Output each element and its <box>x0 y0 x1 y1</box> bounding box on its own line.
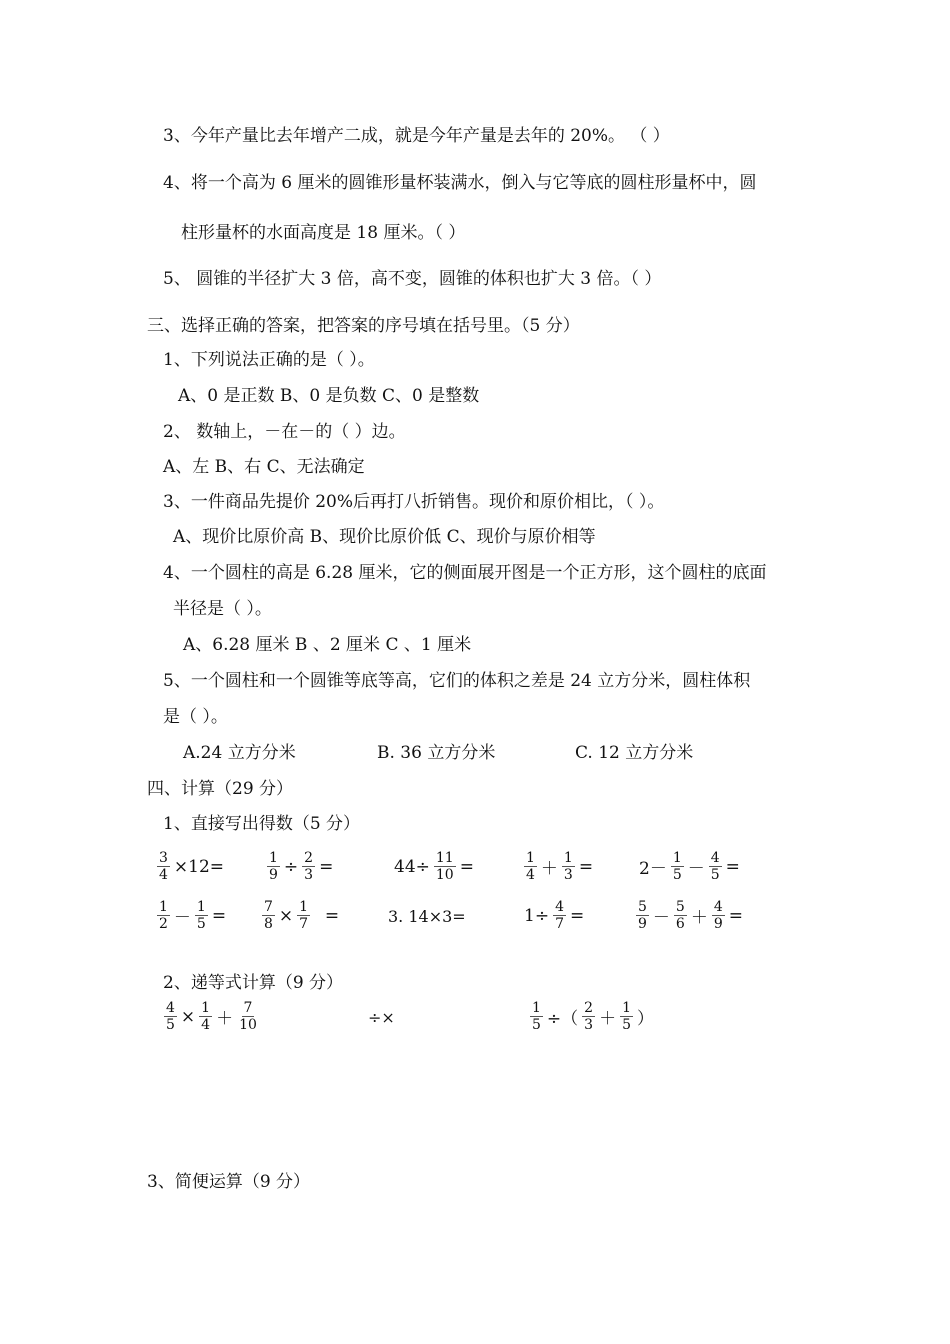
fraction: $\frac{1}{5}$ <box>622 1000 632 1033</box>
calc-item-r1b: $\frac{1}{9}$ ÷ $\frac{2}{3}$ = <box>269 850 334 883</box>
choice-question-4-line2: 半径是（ ）。 <box>173 599 272 619</box>
fraction: $\frac{1}{4}$ <box>201 1000 211 1033</box>
choice-question-3-options: A、现价比原价高 B、现价比原价低 C、现价与原价相等 <box>173 527 596 547</box>
calc-item-r1d: $\frac{1}{4}$ ＋ $\frac{1}{3}$ = <box>526 850 594 883</box>
choice-question-1-options: A、0 是正数 B、0 是负数 C、0 是整数 <box>178 386 480 406</box>
fraction: $\frac{7}{8}$ <box>264 899 273 932</box>
choice-question-5-line1: 5、一个圆柱和一个圆锥等底等高，它们的体积之差是 24 立方分米，圆柱体积 <box>163 671 751 691</box>
choice-question-5-option-c: C. 12 立方分米 <box>575 743 694 763</box>
fraction: $\frac{1}{5}$ <box>672 850 682 883</box>
fraction: $\frac{2}{3}$ <box>584 1000 594 1033</box>
section-4-heading: 四、计算（29 分） <box>147 779 294 799</box>
calc-item-r1e: 2－ $\frac{1}{5}$ － $\frac{4}{5}$ = <box>639 850 740 883</box>
choice-question-3: 3、一件商品先提价 20%后再打八折销售。现价和原价相比，（ ）。 <box>163 492 665 512</box>
judge-question-4-line2: 柱形量杯的水面高度是 18 厘米。（ ） <box>181 223 466 243</box>
fraction: $\frac{5}{6}$ <box>675 899 685 932</box>
fraction: $\frac{4}{5}$ <box>166 1000 175 1033</box>
calc-item-r2b: $\frac{7}{8}$ × $\frac{1}{7}$ = <box>264 899 340 932</box>
fraction: $\frac{1}{5}$ <box>196 899 206 932</box>
calc-expression-1: $\frac{4}{5}$ × $\frac{1}{4}$ ＋ $\frac{7}{10}$ <box>166 1000 257 1033</box>
calc-sub-2-heading: 2、递等式计算（9 分） <box>163 973 344 993</box>
section-3-heading: 三、选择正确的答案，把答案的序号填在括号里。（5 分） <box>147 316 580 336</box>
judge-question-4-line1: 4、将一个高为 6 厘米的圆锥形量杯装满水，倒入与它等底的圆柱形量杯中，圆 <box>163 173 757 193</box>
calc-sub-3-heading: 3、简便运算（9 分） <box>147 1172 311 1192</box>
choice-question-5-option-b: B. 36 立方分米 <box>377 743 496 763</box>
calc-item-r2d: 1÷ $\frac{4}{7}$ = <box>524 899 585 932</box>
calc-item-r2a: $\frac{1}{2}$ － $\frac{1}{5}$ = <box>159 899 227 932</box>
fraction: $\frac{7}{10}$ <box>239 1000 257 1033</box>
fraction: $\frac{1}{5}$ <box>532 1000 541 1033</box>
calc-item-r1c: 44÷ $\frac{11}{10}$ = <box>394 850 474 883</box>
fraction: $\frac{5}{9}$ <box>638 899 647 932</box>
fraction: $\frac{1}{4}$ <box>526 850 535 883</box>
fraction: $\frac{11}{10}$ <box>435 850 454 883</box>
choice-question-2: 2、 数轴上，－在－的（ ）边。 <box>163 422 406 442</box>
fraction: $\frac{3}{4}$ <box>159 850 168 883</box>
fraction: $\frac{4}{5}$ <box>710 850 720 883</box>
judge-question-3: 3、今年产量比去年增产二成，就是今年产量是去年的 20%。 （ ） <box>163 126 670 146</box>
calc-item-r2e: $\frac{5}{9}$ － $\frac{5}{6}$ ＋ $\frac{4}{9}$ = <box>638 899 744 932</box>
calc-expression-2: ÷× <box>368 1008 395 1027</box>
fraction: $\frac{1}{2}$ <box>159 899 168 932</box>
choice-question-4-line1: 4、一个圆柱的高是 6.28 厘米，它的侧面展开图是一个正方形，这个圆柱的底面 <box>163 563 767 583</box>
calc-item-r2c: 3. 14×3= <box>388 907 466 926</box>
fraction: $\frac{2}{3}$ <box>304 850 314 883</box>
fraction: $\frac{1}{7}$ <box>299 899 309 932</box>
fraction: $\frac{1}{9}$ <box>269 850 278 883</box>
choice-question-5-option-a: A.24 立方分米 <box>183 743 296 763</box>
calc-expression-3: $\frac{1}{5}$ ÷（ $\frac{2}{3}$ ＋ $\frac{1}{5}$ ） <box>532 1000 655 1033</box>
calc-sub-1-heading: 1、直接写出得数（5 分） <box>163 814 361 834</box>
calc-item-r1a: $\frac{3}{4}$ ×12= <box>159 850 225 883</box>
fraction: $\frac{4}{7}$ <box>555 899 564 932</box>
fraction: $\frac{1}{3}$ <box>563 850 573 883</box>
choice-question-5-line2: 是（ ）。 <box>163 707 228 727</box>
choice-question-2-options: A、左 B、右 C、无法确定 <box>163 457 365 477</box>
choice-question-4-options: A、6.28 厘米 B 、2 厘米 C 、1 厘米 <box>183 635 472 655</box>
judge-question-5: 5、 圆锥的半径扩大 3 倍，高不变，圆锥的体积也扩大 3 倍。（ ） <box>163 269 662 289</box>
fraction: $\frac{4}{9}$ <box>713 899 723 932</box>
choice-question-1: 1、下列说法正确的是（ ）。 <box>163 350 375 370</box>
